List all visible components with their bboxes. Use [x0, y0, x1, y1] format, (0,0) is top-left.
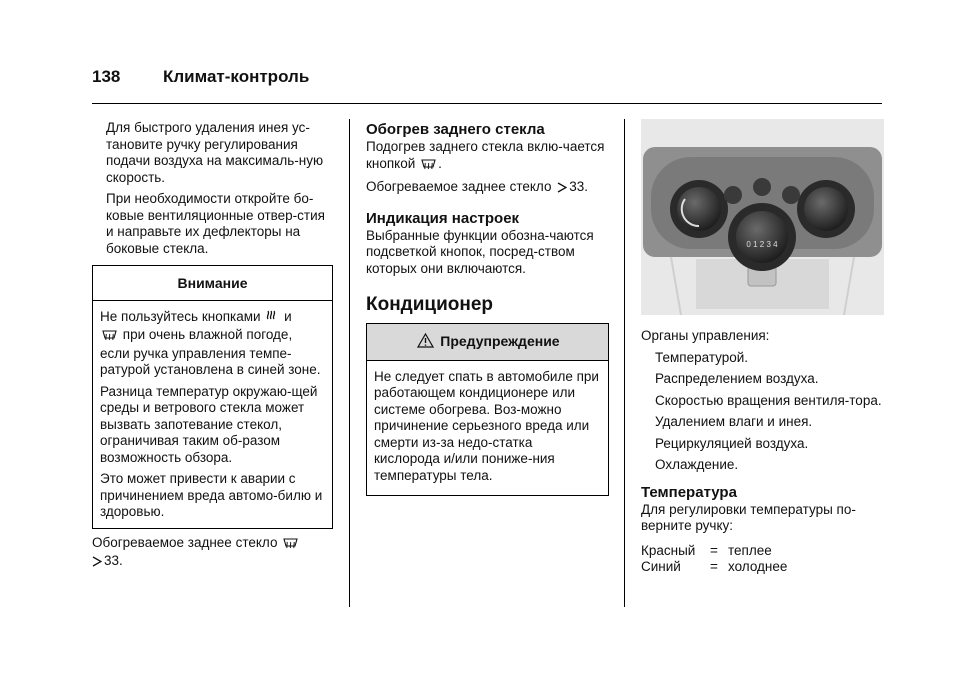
legend-equals: = — [710, 542, 718, 558]
notice-paragraph-1 — [100, 309, 325, 379]
list-item: Распределением воздуха. — [655, 371, 819, 386]
settings-indication-text: Выбранные функции обозна-чаются подсветкой кнопок, посред-ством которых они включаются. — [366, 227, 594, 276]
list-item: Скоростью вращения вентиля-тора. — [655, 392, 882, 408]
legend-equals: = — [710, 559, 718, 574]
warning-box — [366, 323, 609, 496]
page-reference-arrow-icon — [557, 181, 567, 198]
header-divider — [92, 103, 882, 104]
rear-window-defrost-icon — [421, 157, 436, 175]
side-vents-paragraph: При необходимости откройте бо-ковые вентиляционные отвер-стия и направьте их дефлекторы на боковые стекла. — [106, 191, 325, 256]
notice-text-b: при очень влажной погоде, если ручка управления темпе-ратурой установлена в синей зоне. — [100, 327, 321, 377]
temperature-heading: Температура — [641, 483, 737, 501]
reference-page-link[interactable]: 33. — [569, 179, 588, 194]
list-item: Удалением влаги и инея. — [655, 414, 813, 429]
column-3 — [641, 328, 884, 576]
climate-control-panel-photo — [641, 119, 884, 315]
warning-text: Не следует спать в автомобиле при работающем кондиционере или системе обогрева. Воз-можно причинение серьезного вреда или смерти из-за недо-статка кислорода и/или пониже-ния температуры тела. — [374, 368, 599, 483]
column-divider-2 — [624, 119, 625, 607]
temperature-text: Для регулировки температуры по-верните ручку: — [641, 501, 856, 533]
warning-triangle-icon — [417, 333, 434, 352]
column-2 — [366, 121, 609, 502]
legend-value: холоднее — [728, 559, 788, 574]
warning-header — [367, 324, 608, 361]
rear-defrost-text: Подогрев заднего стекла вклю-чается кнопкой . — [366, 139, 609, 174]
rear-defrost-sentence: Подогрев заднего стекла вклю-чается кнопкой — [366, 139, 605, 171]
notice-text-a: Не пользуйтесь кнопками — [100, 308, 261, 324]
rear-defrost-reference — [366, 179, 609, 198]
rear-window-reference — [92, 535, 333, 572]
legend-row — [641, 559, 787, 576]
notice-paragraph-3: Это может привести к аварии с причинением вреда автомо-билю и здоровью. — [100, 471, 323, 519]
legend-label: Синий — [641, 559, 681, 574]
page-header-title: Климат-контроль — [163, 67, 310, 86]
notice-title: Внимание — [93, 266, 332, 301]
controls-list — [641, 350, 884, 474]
page-reference-arrow-icon — [92, 555, 102, 572]
legend-row — [641, 543, 787, 560]
windshield-defrost-icon — [266, 310, 278, 328]
notice-text-and: и — [284, 308, 292, 324]
rear-window-defrost-icon — [102, 328, 117, 346]
warning-title: Предупреждение — [440, 333, 560, 349]
air-conditioner-section-title: Кондиционер — [366, 294, 494, 315]
controls-intro: Органы управления: — [641, 328, 770, 343]
page-number: 138 — [92, 67, 121, 86]
rear-defrost-heading: Обогрев заднего стекла — [366, 121, 545, 138]
reference-page-link[interactable]: 33. — [104, 553, 123, 568]
list-item: Рециркуляцией воздуха. — [655, 435, 809, 451]
defrost-paragraph: Для быстрого удаления инея ус-тановите ручку регулирования подачи воздуха на максималь-ную скорость. — [106, 120, 324, 185]
legend-label: Красный — [641, 542, 696, 558]
warning-body — [367, 361, 608, 496]
reference-text: Обогреваемое заднее стекло — [92, 534, 278, 550]
list-item: Температурой. — [655, 349, 749, 365]
reference-text: Обогреваемое заднее стекло — [366, 179, 552, 194]
column-divider-1 — [349, 119, 350, 607]
notice-paragraph-2: Разница температур окружаю-щей среды и ветрового стекла может вызвать запотевание стекол, ограничивая таким об-разом возможность обзора. — [100, 383, 318, 465]
legend-value: теплее — [728, 542, 772, 558]
column-1 — [92, 120, 333, 577]
notice-body — [93, 301, 332, 528]
settings-indication-heading: Индикация настроек — [366, 209, 520, 227]
temperature-legend — [641, 543, 787, 576]
svg-text:0 1 2 3 4: 0 1 2 3 4 — [746, 240, 778, 249]
notice-box — [92, 265, 333, 529]
list-item: Охлаждение. — [655, 457, 739, 472]
rear-window-defrost-icon — [283, 536, 298, 554]
